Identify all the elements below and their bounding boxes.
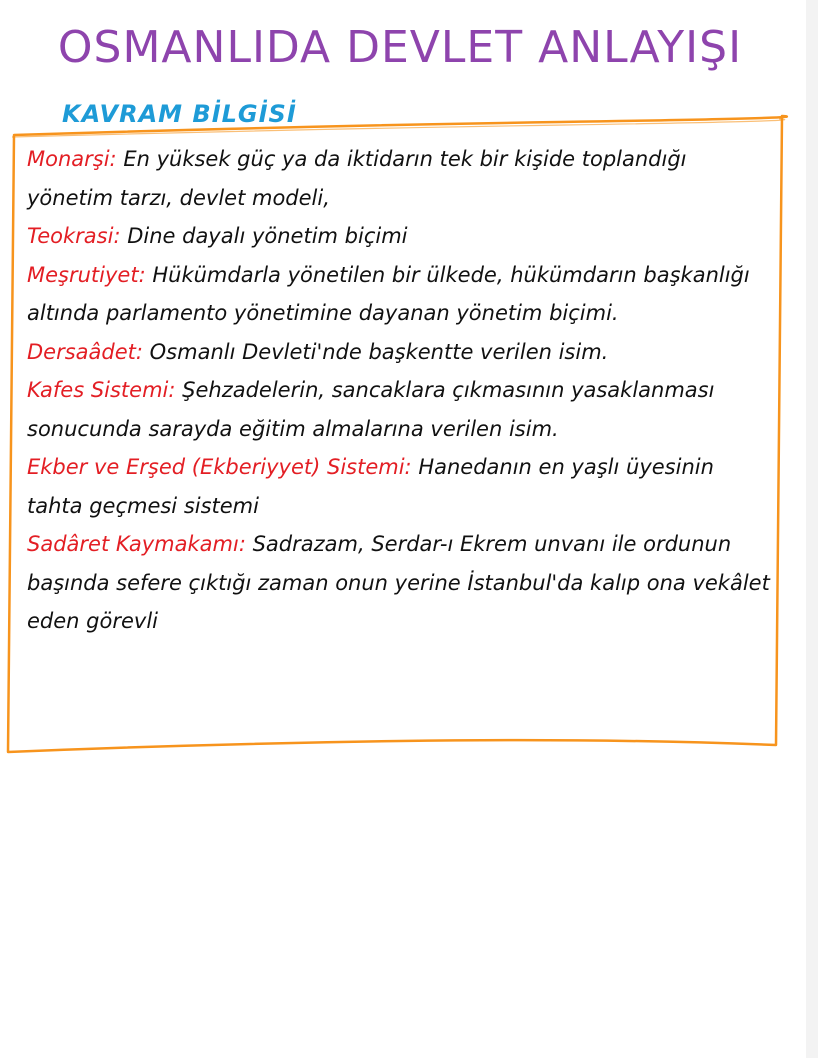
concept-item (27, 371, 772, 448)
concept-item (27, 217, 772, 256)
concept-term: Kafes Sistemi: (27, 378, 176, 402)
concept-item (27, 333, 772, 372)
concept-list (27, 140, 772, 641)
concept-term: Dersaâdet: (27, 339, 143, 364)
concept-term: Sadâret Kaymakamı: (27, 532, 246, 556)
concept-item (27, 256, 772, 333)
page-title: OSMANLIDA DEVLET ANLAYIŞI (57, 22, 743, 73)
concept-definition: Hükümdarla yönetilen bir ülkede, hükümdarın başkanlığı altında parlamento yönetimine dayanan yönetim biçimi. (27, 262, 750, 325)
concept-definition: Osmanlı Devleti'nde başkentte verilen isim. (149, 339, 609, 364)
concept-item (27, 525, 772, 641)
concept-term: Monarşi: (27, 147, 117, 171)
concept-definition: Hanedanın en yaşlı üyesinin tahta geçmesi sistemi (27, 455, 714, 518)
concept-term: Meşrutiyet: (27, 262, 146, 287)
page-edge (806, 0, 818, 1058)
concept-definition: En yüksek güç ya da iktidarın tek bir kişide toplandığı yönetim tarzı, devlet modeli, (27, 147, 687, 210)
concept-definition: Sadrazam, Serdar-ı Ekrem unvanı ile ordunun başında sefere çıktığı zaman onun yerine İstanbul'da kalıp ona vekâlet eden görevli (27, 532, 770, 633)
concept-term: Ekber ve Erşed (Ekberiyyet) Sistemi: (27, 455, 412, 479)
concept-term: Teokrasi: (27, 224, 121, 248)
concept-item (27, 448, 772, 525)
concept-item (27, 140, 772, 217)
concept-definition: Şehzadelerin, sancaklara çıkmasının yasaklanması sonucunda sarayda eğitim almalarına verilen isim. (27, 378, 715, 441)
section-label: KAVRAM BİLGİSİ (62, 100, 297, 128)
concept-definition: Dine dayalı yönetim biçimi (127, 224, 408, 248)
